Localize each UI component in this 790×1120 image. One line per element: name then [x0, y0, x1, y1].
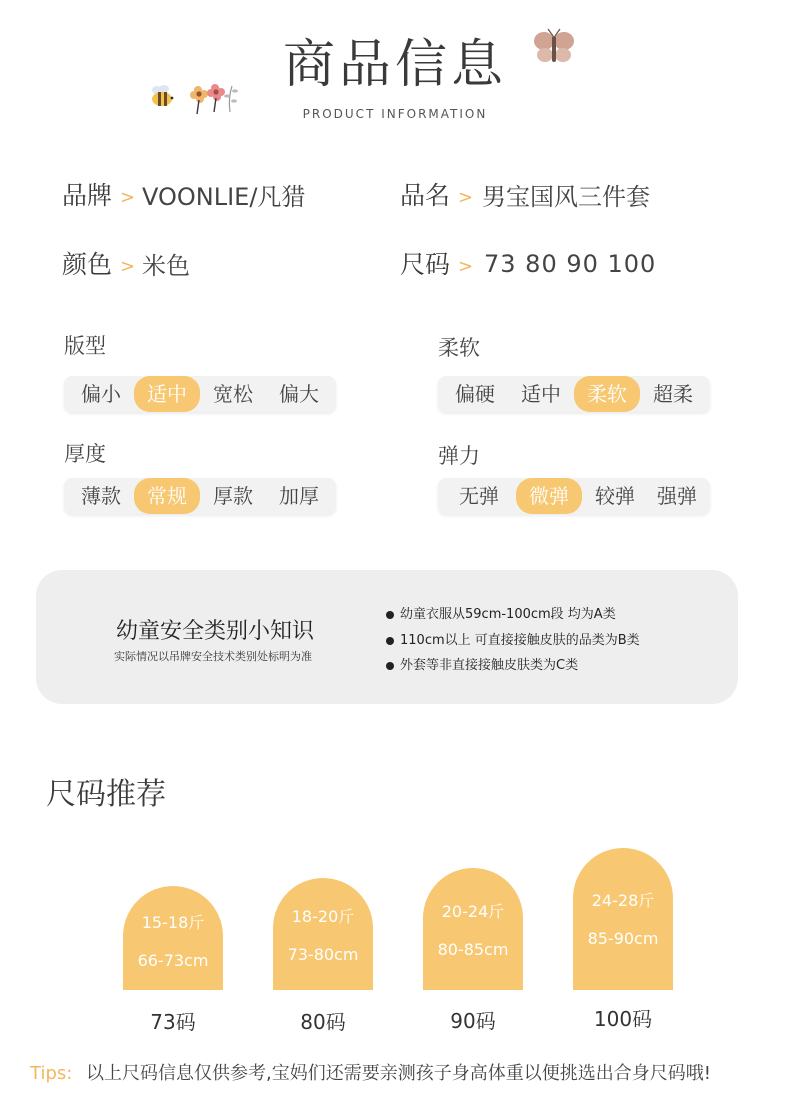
tips-key: Tips:	[30, 1063, 73, 1084]
card-bullet: 110cm以上 可直接接触皮肤的品类为B类	[400, 633, 640, 648]
thickness-option-selected: 常规	[134, 478, 200, 514]
softness-title: 柔软	[438, 336, 480, 360]
brand-label: 品牌	[62, 181, 113, 210]
bullet-dot-icon	[386, 637, 394, 645]
softness-selector	[438, 376, 710, 412]
elasticity-option: 较弹	[595, 484, 635, 508]
elasticity-selector	[438, 478, 710, 514]
size-card-90	[423, 868, 523, 990]
thickness-title: 厚度	[64, 442, 106, 466]
product-name-arrow: >	[458, 187, 474, 208]
size-arrow: >	[458, 256, 474, 277]
flower-icon	[188, 82, 244, 118]
bullet-dot-icon	[386, 611, 394, 619]
bee-icon	[148, 84, 176, 108]
softness-option: 偏硬	[455, 382, 495, 406]
fit-option: 偏大	[279, 382, 319, 406]
card-bullet: 外套等非直接接触皮肤类为C类	[400, 658, 579, 673]
thickness-selector	[64, 478, 336, 514]
size-label: 尺码	[400, 250, 451, 279]
fit-selector	[64, 376, 336, 412]
elasticity-title: 弹力	[438, 444, 480, 468]
softness-option: 超柔	[653, 382, 693, 406]
fit-option: 宽松	[213, 382, 253, 406]
size-weight: 15-18斤	[141, 913, 205, 932]
card-title: 幼童安全类别小知识	[116, 619, 315, 644]
tips-text: 以上尺码信息仅供参考,宝妈们还需要亲测孩子身高体重以便挑选出合身尺码哦!	[86, 1063, 711, 1084]
size-recommend-title: 尺码推荐	[46, 777, 166, 812]
size-card-73	[123, 886, 223, 990]
size-height: 73-80cm	[287, 945, 359, 964]
thickness-option: 加厚	[279, 484, 319, 508]
size-label-100: 100码	[593, 1007, 653, 1031]
size-label-80: 80码	[300, 1010, 346, 1034]
bullet-dot-icon	[386, 662, 394, 670]
size-label-90: 90码	[450, 1009, 496, 1033]
tips-line	[30, 1062, 711, 1086]
color-arrow: >	[120, 256, 136, 277]
thickness-option: 厚款	[213, 484, 253, 508]
size-weight: 20-24斤	[441, 902, 505, 921]
card-bullet: 幼童衣服从59cm-100cm段 均为A类	[400, 607, 616, 622]
elasticity-option: 强弹	[657, 484, 697, 508]
softness-option-selected: 柔软	[574, 376, 640, 412]
safety-knowledge-card	[36, 570, 738, 704]
color-label: 颜色	[62, 250, 113, 279]
size-card-100	[573, 848, 673, 990]
size-height: 66-73cm	[137, 951, 209, 970]
fit-title: 版型	[64, 334, 106, 358]
softness-option: 适中	[521, 382, 561, 406]
size-card-80	[273, 878, 373, 990]
size-weight: 24-28斤	[591, 891, 655, 910]
size-value: 73 80 90 100	[484, 250, 657, 278]
thickness-option: 薄款	[81, 484, 121, 508]
card-subtitle: 实际情况以吊牌安全技术类别处标明为准	[114, 650, 312, 663]
page-subtitle: PRODUCT INFORMATION	[302, 107, 488, 121]
size-label-73: 73码	[150, 1010, 196, 1034]
fit-option: 偏小	[81, 382, 121, 406]
color-value: 米色	[142, 252, 190, 280]
fit-option-selected: 适中	[134, 376, 200, 412]
size-weight: 18-20斤	[291, 907, 355, 926]
product-name-value: 男宝国风三件套	[482, 183, 650, 211]
elasticity-option: 无弹	[459, 484, 499, 508]
size-height: 80-85cm	[437, 940, 509, 959]
brand-value: VOONLIE/凡猎	[142, 183, 306, 211]
elasticity-option-selected: 微弹	[516, 478, 582, 514]
product-name-label: 品名	[400, 181, 451, 210]
butterfly-icon	[532, 28, 576, 68]
brand-arrow: >	[120, 187, 136, 208]
size-height: 85-90cm	[587, 929, 659, 948]
page-title: 商品信息	[282, 35, 507, 95]
